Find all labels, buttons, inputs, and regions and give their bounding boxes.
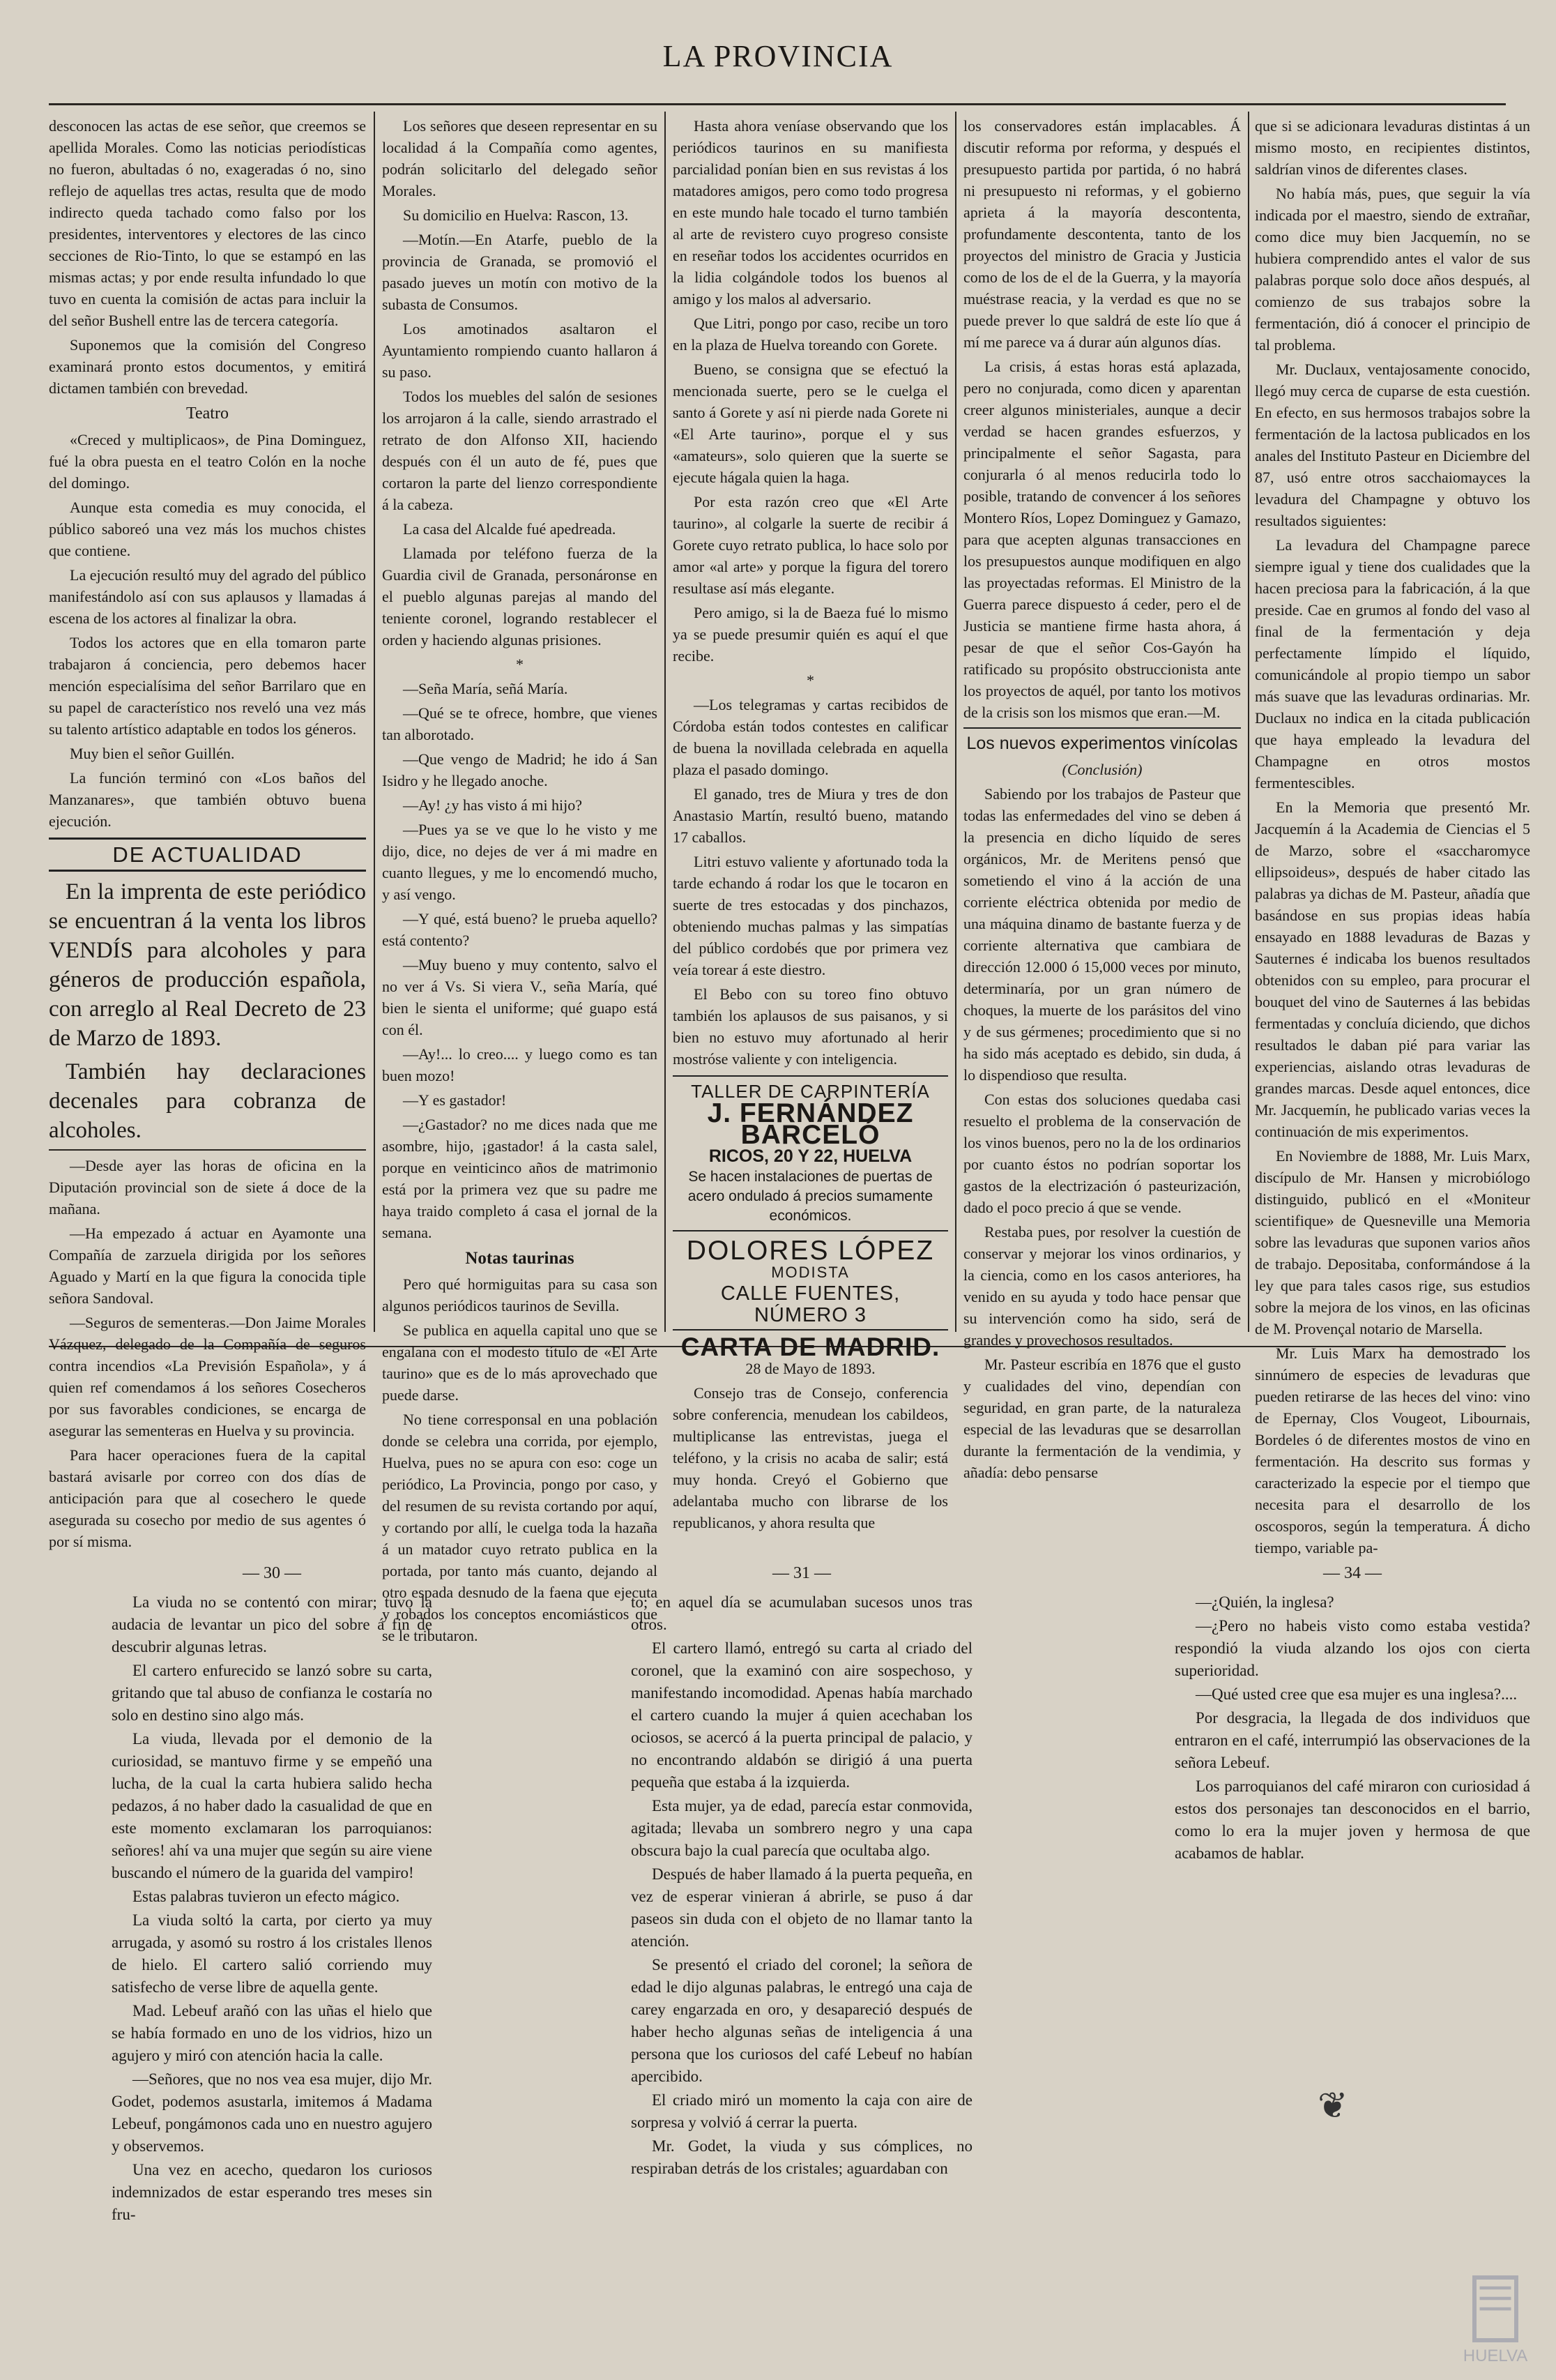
- news-item: Para hacer operaciones fuera de la capital bastará avisarle por correo con dos días de anticipación para que al cosechero le quede asegurada su cosecho por medio de sus agentes ó por sí misma.: [49, 1446, 366, 1550]
- subheading: (Conclusión): [1062, 761, 1143, 778]
- dialogue-line: —Pues ya se ve que lo he visto y me dijo, dice, no dejes de ver á mi madre en cuanto llegues, y me lo encomendó mucho, y así vengo.: [382, 821, 657, 903]
- article-paragraph: Todos los actores que en ella tomaron parte trabajaron á conciencia, pero debemos hacer mención especialísima del señor Barrilaro que en su papel de característico nos reveló una vez más su talento artístico adaptable en todos los géneros.: [49, 634, 366, 738]
- serial-paragraph: La viuda soltó la carta, por cierto ya muy arrugada, y asomó su rostro á los cristales llenos de hielo. El cartero salió corriendo muy satisfecho de verse libre de aquella gente.: [112, 1911, 432, 1996]
- serial-paragraph: El cartero enfurecido se lanzó sobre su carta, gritando que tal abuso de confianza le costaría no solo en destino sino algo más.: [112, 1662, 432, 1724]
- column-divider: [955, 112, 956, 1332]
- article-paragraph: Los señores que deseen representar en su localidad á la Compañía como agentes, podrán solicitarlo del delegado señor Morales.: [382, 117, 657, 199]
- serial-paragraph: Los parroquianos del café miraron con curiosidad á estos dos personajes tan desconocidos en el barrio, como lo era la mujer joven y hermosa de que acabamos de hablar.: [1175, 1778, 1530, 1862]
- article-paragraph: Bueno, se consigna que se efectuó la mencionada suerte, pero se le cuelga el santo á Gorete y así ni pierde nada Gorete ni «El Arte taurino», porque el y sus «amateurs», solo quieren que la suerte se ejecute hágala quien la haga.: [673, 361, 948, 486]
- news-item: —Seguros de sementeras.—Don Jaime Morales Vázquez, delegado de la Compañía de seguros contra incendios «La Previsión Española», y á quien ref comendamos á los señores Cosecheros por sus favorables condiciones, se encarga de asegurar las sementeras en Huelva y su provincia.: [49, 1314, 366, 1439]
- column-5: [1255, 115, 1530, 1556]
- article-paragraph: Mr. Duclaux, ventajosamente conocido, llegó muy cerca de cuparse de esta cuestión. En efecto, en sus hermosos trabajos sobre la fermentación de la lactosa publicados en los anales del Instituto Pasteur en Diciembre del 87, usó entre otros sacchaiomayces la levadura del Champagne y obtuvo los resultados siguientes:: [1255, 361, 1530, 529]
- article-paragraph: Litri estuvo valiente y afortunado toda la tarde echando á rodar los que le tocaron en suerte de tres estocadas y dos pinchazos, obteniendo muchas palmas y las simpatías del público cordobés que por primera vez veía torear á este diestro.: [673, 853, 948, 978]
- serial-paragraph: Mad. Lebeuf arañó con las uñas el hielo que se había formado en uno de los vidrios, hizo un agujero y miró con atención hacia la calle.: [112, 2002, 432, 2064]
- serial-paragraph: Después de haber llamado á la puerta pequeña, en vez de esperar vinieran á abrirle, se puso á dar paseos sin duda con el objeto de no llamar tanto la atención.: [631, 1865, 972, 1950]
- article-paragraph: La casa del Alcalde fué apedreada.: [403, 520, 616, 538]
- article-paragraph: Mr. Pasteur escribía en 1876 que el gusto y cualidades del vino, dependían con seguridad, en gran parte, de la naturaleza especial de las levaduras que se desarrollan durante la fermentación de la vendimia, y añadía: debo pensarse: [963, 1356, 1241, 1481]
- ad-line: CARTA DE MADRID.: [680, 1333, 940, 1361]
- dialogue-line: —Ay!... lo creo.... y luego como es tan buen mozo!: [382, 1045, 657, 1084]
- article-paragraph: En la Memoria que presentó Mr. Jacquemín á la Academia de Ciencias el 5 de Marzo, sobre el «saccharomyce ellipsoideus», después de haber citado las palabras ya dichas de M. Pasteur, añadía que basándose en sus propias ideas había ensayado en 1888 levaduras de Bazas y Sauternes é indicaba los buenos resultados obtenidos con su empleo, para procurar el bouquet del vino de Sauternes á las bebidas fermentadas y concluía diciendo, que dichos resultados le daban pié para variar las experiencias, aislando otras levaduras de grandes marcas. Desde aquel entonces, dice Mr. Jacquemín, he publicado varias veces la continuación de mis experimentos.: [1255, 798, 1530, 1140]
- announcement-text: En la imprenta de este periódico se encuentran á la venta los libros VENDÍS para alcoholes y para géneros de producción española, con arreglo al Real Decreto de 23 de Marzo de 1893.: [49, 879, 366, 1051]
- serial-paragraph: —¿Pero no habeis visto como estaba vestida? respondió la viuda alzando los ojos con cierta superioridad.: [1175, 1617, 1530, 1679]
- article-paragraph: La levadura del Champagne parece siempre igual y tiene dos cualidades que la hacen preciosa para la fabricación, á la que preside. Cae en grumos al fondo del vaso al final de la fermentación y deja perfectamente límpido el líquido, comunicándole al propio tiempo un sabor más suave que las levaduras ordinarias. Mr. Duclaux no indica en la citada publicación que haya empleado la levadura del Champagne en otros mostos fermentescibles.: [1255, 536, 1530, 791]
- news-item: —Ha empezado á actuar en Ayamonte una Compañía de zarzuela dirigida por los señores Aguado y Martí en la que figura la conocida tiple señora Sandoval.: [49, 1225, 366, 1307]
- serial-paragraph: to; en aquel día se acumulaban sucesos unos tras otros.: [631, 1593, 972, 1633]
- dialogue-line: —Seña María, señá María.: [403, 680, 568, 697]
- dialogue-line: —Qué se te ofrece, hombre, que vienes tan alborotado.: [382, 704, 657, 743]
- dateline: 28 de Mayo de 1893.: [745, 1360, 876, 1377]
- article-paragraph: Pero amigo, si la de Baeza fué lo mismo ya se puede presumir quién es aquí el que recibe.: [673, 604, 948, 665]
- article-paragraph: Se publica en aquella capital uno que se engalana con el modesto título de «El Arte taurino» que es de lo más aprovechado que puede darse.: [382, 1321, 657, 1404]
- article-paragraph: Que Litri, pongo por caso, recibe un toro en la plaza de Huelva toreando con Gorete.: [673, 314, 948, 354]
- asterisk-separator: *: [516, 655, 524, 673]
- article-paragraph: La crisis, á estas horas está aplazada, pero no conjurada, como dicen y aparentan creer algunos ministeriales, aunque a decir verdad se hacen grandes esfuerzos, y principalmente el señor Sagasta, para conjurarla ó al menos reducirla todo lo posible, tratando de convencer á los señores Montero Ríos, Lopez Dominguez y Gamazo, para que acepten algunas transacciones en los presupuestos aunque modifiquen en algo las proyectadas reformas. El Ministro de la Guerra parece dispuesto á ceder, pero el de Justicia se mantiene firme hasta ahora, á pesar de que el señor Cos-Gayón ha ratificado su propósito obstruccionista ante los proyectos de aquél, por tanto los motivos de la crisis son los mismos que eran.—M.: [963, 358, 1241, 721]
- archive-stamp-icon: [1443, 2267, 1548, 2372]
- article-paragraph: Por esta razón creo que «El Arte taurino», al colgarle la suerte de recibir á Gorete cuyo retrato publica, lo hace solo por amor «al arte» y porque la figura del torero resultase así más elegante.: [673, 493, 948, 597]
- article-paragraph: que si se adicionara levaduras distintas á un mismo mosto, en recipientes distintos, saldrían vinos de diferentes clases.: [1255, 117, 1530, 178]
- column-4: [963, 115, 1241, 1481]
- end-ornament-icon: ❦: [1318, 2085, 1348, 2127]
- article-paragraph: Sabiendo por los trabajos de Pasteur que todas las enfermedades del vino se deben á la presencia en dicho líquido de seres orgánicos, Mr. de Meritens pensó que sometiendo el vino á la acción de una corriente eléctrica obtenida por medio de una máquina dinamo de bastante fuerza y de corriente alternativa que cambiara de dirección 12.000 ó 15,000 veces por minuto, determinaría, por un gran número de choques, la muerte de los parásitos del vino y de sus gérmenes; procedimiento que si no ha sido más aceptado es debido, sin duda, á lo dispendioso que resulta.: [963, 785, 1241, 1084]
- header-rule: [49, 103, 1506, 105]
- section-heading-actualidad: DE ACTUALIDAD: [49, 837, 366, 872]
- announcement-text: También hay declaraciones decenales para cobranza de alcoholes.: [49, 1059, 366, 1143]
- article-paragraph: En Noviembre de 1888, Mr. Luis Marx, discípulo de Mr. Hansen y microbiólogo distinguido, publicó en el «Moniteur scientifique» de Quesneville una Memoria sobre las levaduras que suponen varios años de trabajo. Depositaba, conformándose á la ley que para tales casos rige, sus estudios sobre la mejora de los vinos, en las oficinas de M. Provençal notario de Marsella.: [1255, 1147, 1530, 1337]
- article-paragraph: No tiene corresponsal en una población donde se celebra una corrida, por ejemplo, Huelva, pues no se apura con eso: coge un periódico, La Provincia, pongo por caso, y del resumen de su revista cortando por aquí, y cortando por allí, le cuelga toda la hazaña á un matador cuyo retrato publica en la portada, por tanto más cuanto, dejando al otro espada desnudo de la faena que ejecuta y robados los conceptos encomiásticos que se le tributaron.: [382, 1411, 657, 1644]
- ad-line: TALLER DE CARPINTERÍA: [691, 1081, 930, 1102]
- article-paragraph: Con estas dos soluciones quedaba casi resuelto el problema de la conservación de los vinos buenos, pero no la de los ordinarios por cuanto éstos no podrían soportar los gastos de la electrización ó pasteurización, dado el poco precio á que se vende.: [963, 1091, 1241, 1216]
- article-paragraph: Suponemos que la comisión del Congreso examinará pronto estos documentos, y emitirá dictamen también con brevedad.: [49, 336, 366, 397]
- ad-line: CALLE FUENTES, NÚMERO 3: [720, 1282, 901, 1326]
- serial-paragraph: El criado miró un momento la caja con aire de sorpresa y volvió á cerrar la puerta.: [631, 2091, 972, 2131]
- dressmaker-advertisement: [673, 1237, 948, 1331]
- serial-paragraph: Mr. Godet, la viuda y sus cómplices, no respiraban detrás de los cristales; aguardaban con: [631, 2137, 972, 2177]
- article-paragraph: Pero qué hormiguitas para su casa son algunos periódicos taurinos de Sevilla.: [382, 1275, 657, 1314]
- article-paragraph: desconocen las actas de ese señor, que creemos se apellida Morales. Como las noticias periodísticas no fueron, abultadas ó no, exageradas ó no, sino reflejo de aquellas tres actas, resulta que de modo indirecto queda tachado como falso por los presidentes, interventores y electores de las cinco secciones de Rio-Tinto, lo que se estampó en las mismas actas; y por ende resulta infundado lo que tuvo en cuenta la comisión de actas para incluir la del señor Bushell entre las de tercera categoría.: [49, 117, 366, 329]
- article-paragraph: Consejo tras de Consejo, conferencia sobre conferencia, menudean los cabildeos, multiplicanse las entrevistas, juega el teléfono, y la crisis no acaba de salir; está muy honda. Creyó el Gobierno que adelantaba mucho con librarse de los republicanos, y ahora resulta que: [673, 1384, 948, 1531]
- dialogue-line: —Muy bueno y muy contento, salvo el no ver á Vs. Si viera V., seña María, qué bien le sienta el uniforme; qué guapo está con él.: [382, 956, 657, 1038]
- serial-paragraph: Estas palabras tuvieron un efecto mágico.: [132, 1888, 400, 1905]
- article-paragraph: Aunque esta comedia es muy conocida, el público saboreó una vez más los muchos chistes que contiene.: [49, 499, 366, 559]
- article-paragraph: —Los telegramas y cartas recibidos de Córdoba están todos contestes en calificar de buena la novillada celebrada en aquella plaza el pasado domingo.: [673, 696, 948, 778]
- serial-paragraph: La viuda, llevada por el demonio de la curiosidad, se mantuvo firme y se empeñó una lucha, de la cual la carta hubiera salido hecha pedazos, á no haber dado la casualidad de que en este momento exclamaran los parroquianos: señores! ahí va una mujer que según su aire viene buscando el número de la guarida del vampiro!: [112, 1730, 432, 1881]
- ad-line: DOLORES LÓPEZ: [686, 1236, 935, 1266]
- article-paragraph: Su domicilio en Huelva: Rascon, 13.: [403, 206, 629, 224]
- column-divider: [664, 112, 666, 1332]
- serial-paragraph: El cartero llamó, entregó su carta al criado del coronel, que la examinó con aire sospechoso, y manifestando incomodidad. Apenas había marchado el cartero cuando la mujer á quien acechaban los ociosos, se acercó á la puerta principal de palacio, y no encontrando aldabón se dirigió á una puerta pequeña que estaba á la izquierda.: [631, 1639, 972, 1791]
- serial-page-31: [631, 1562, 972, 2329]
- column-divider: [374, 112, 375, 1332]
- dialogue-line: —¿Gastador? no me dices nada que me asombre, hijo, ¡gastador! á la casta salel, porque en veinticinco años de matrimonio está por la primera vez que su padre me haya traido completo á casa el jornal de la semana.: [382, 1116, 657, 1241]
- serial-paragraph: —¿Quién, la inglesa?: [1196, 1593, 1334, 1611]
- serial-page-34: [1175, 1562, 1530, 1980]
- column-1: [49, 115, 366, 1550]
- article-paragraph: Llamada por teléfono fuerza de la Guardia civil de Granada, personáronse en el pueblo algunas parejas al mando del teniente coronel, logrando restablecer el orden y haciendo algunas prisiones.: [382, 545, 657, 649]
- serial-paragraph: La viuda no se contentó con mirar; tuvo la audacia de levantar un pico del sobre á fin de descubrir algunas letras.: [112, 1593, 432, 1655]
- section-heading-notas-taurinas: Notas taurinas: [465, 1249, 574, 1268]
- news-item-motin: —Motín.—En Atarfe, pueblo de la provincia de Granada, se promovió el pasado jueves un motín con motivo de la subasta de Consumos.: [382, 231, 657, 313]
- column-2: [382, 115, 657, 1644]
- ad-line: Se hacen instalaciones de puertas de acero ondulado á precios sumamente económicos.: [687, 1169, 933, 1224]
- article-paragraph: los conservadores están implacables. Á discutir reforma por reforma, y después el presupuesto partida por partida, ó no habrá ni presupuesto ni reformas, y el gobierno aprieta á la mayoría descontenta, profundamente descontenta, tanto de los proyectos del ministro de Gracia y Justicia como de los de el de la Guerra, y la mayoría muéstrase reacia, y la verdad es que no se puede prever lo que saldrá de este lío que á mí me parece va á durar aún algunos días.: [963, 117, 1241, 351]
- article-paragraph: «Creced y multiplicaos», de Pina Dominguez, fué la obra puesta en el teatro Colón en la noche del domingo.: [49, 431, 366, 492]
- serial-paragraph: Una vez en acecho, quedaron los curiosos indemnizados de estar esperando tres meses sin fru-: [112, 2161, 432, 2223]
- serial-paragraph: Esta mujer, ya de edad, parecía estar conmovida, agitada; llevaba un sombrero negro y una capa obscura bajo la cual parecía que ocultaba algo.: [631, 1797, 972, 1859]
- stamp-text: HUELVA: [1463, 2347, 1528, 2365]
- dialogue-line: —Que vengo de Madrid; he ido á San Isidro y he llegado anoche.: [382, 750, 657, 789]
- news-item: —Desde ayer las horas de oficina en la Diputación provincial son de siete á doce de la mañana.: [49, 1157, 366, 1218]
- ad-line: J. FERNÁNDEZ BARCELÓ: [707, 1098, 914, 1150]
- article-paragraph: Hasta ahora veníase observando que los periódicos taurinos en su manifiesta parcialidad ponían bien en sus revistas á los matadores amigos, pero como todo progresa en este mundo hale tocado el turno también al arte de revistero cuyo progreso consiste en reseñar todos los accidentes ocurridos en la lidia colgándole todos los buenos al amigo y los malos al adversario.: [673, 117, 948, 308]
- article-paragraph: Mr. Luis Marx ha demostrado los sinnúmero de especies de levaduras que pueden retirarse de las heces del vino: vino de Epernay, Clos Vougeot, Libournais, Bordeles ó de diferentes mostos de vino en fermentación. Ha descrito sus formas y caracterizado la especie por el tiempo que necesita para el desarrollo de los oscosporos, según la temperatura. Á dicho tiempo, variable pa-: [1255, 1344, 1530, 1556]
- article-paragraph: No había más, pues, que seguir la vía indicada por el maestro, siendo de extrañar, como dice muy bien Jacquemín, no se hubiera comprendido antes el valor de sus palabras porque solo doce años después, al comienzo de sus trabajos sobre la fermentación, dió á conocer el principio de tal problema.: [1255, 185, 1530, 354]
- dialogue-line: —Ay! ¿y has visto á mi hijo?: [403, 796, 583, 814]
- dialogue-line: —Y qué, está bueno? le prueba aquello? está contento?: [382, 910, 657, 949]
- article-paragraph: Todos los muebles del salón de sesiones los arrojaron á la calle, siendo arrastrado el retrato de don Alfonso XII, haciendo después con él un auto de fé, pues que cortaron la parte del lienzo correspondiente á la cabeza.: [382, 388, 657, 513]
- masthead-title: LA PROVINCIA: [662, 39, 894, 73]
- article-paragraph: Restaba pues, por resolver la cuestión de conservar y mejorar los vinos ordinarios, y la ciencia, como en los casos anteriores, ha venido en su ayuda y todo hace pensar que su intervención como ha sido, será de grandes y provechosos resultados.: [963, 1223, 1241, 1349]
- announcement-block: [49, 877, 366, 1145]
- dialogue-line: —Y es gastador!: [403, 1091, 507, 1109]
- article-paragraph: La ejecución resultó muy del agrado del público manifestándolo así con sus aplausos y llamadas á escena de los actores al finalizar la obra.: [49, 566, 366, 627]
- serial-paragraph: Se presentó el criado del coronel; la señora de edad le dijo algunas palabras, le entregó una caja de carey engarzada en oro, y desapareció después de haber hecho algunas señas de inteligencia á una persona que los curiosos del café Lebeuf no habían apercibido.: [631, 1956, 972, 2085]
- section-heading-teatro: Teatro: [186, 404, 229, 423]
- article-paragraph: La función terminó con «Los baños del Manzanares», que también obtuvo buena ejecución.: [49, 769, 366, 830]
- asterisk-separator: *: [807, 672, 814, 689]
- article-paragraph: Los amotinados asaltaron el Ayuntamiento rompiendo cuanto hallaron á su paso.: [382, 320, 657, 381]
- article-paragraph: El Bebo con su toreo fino obtuvo también los aplausos de sus paisanos, y si bien no estuvo muy afortunado al herir mostróse valiente y con inteligencia.: [673, 985, 948, 1068]
- column-divider: [1248, 112, 1249, 1332]
- serial-page-30: [112, 1562, 432, 2329]
- column-3: [673, 115, 948, 1531]
- ad-line: RICOS, 20 Y 22, HUELVA: [708, 1146, 913, 1166]
- serial-paragraph: Por desgracia, la llegada de dos individuos que entraron en el café, interrumpió las observaciones de la señora Lebeuf.: [1175, 1709, 1530, 1771]
- article-paragraph: El ganado, tres de Miura y tres de don Anastasio Martín, resultó bueno, matando 17 caballos.: [673, 785, 948, 846]
- page-number: — 34 —: [1323, 1564, 1382, 1582]
- section-heading-experimentos: Los nuevos experimentos vinícolas: [963, 727, 1241, 755]
- page-number: — 31 —: [772, 1564, 831, 1582]
- article-paragraph: Muy bien el señor Guillén.: [70, 745, 235, 762]
- page-number: — 30 —: [243, 1564, 301, 1582]
- separator: [49, 1149, 366, 1151]
- ad-line: MODISTA: [771, 1264, 850, 1281]
- serial-paragraph: —Qué usted cree que esa mujer es una inglesa?....: [1196, 1685, 1518, 1703]
- carpentry-advertisement: [673, 1075, 948, 1231]
- section-heading-carta-madrid: [673, 1333, 948, 1361]
- serial-paragraph: —Señores, que no nos vea esa mujer, dijo Mr. Godet, podemos asustarla, imitemos á Madama Lebeuf, pongámonos cada uno en nuestro agujero y observemos.: [112, 2070, 432, 2155]
